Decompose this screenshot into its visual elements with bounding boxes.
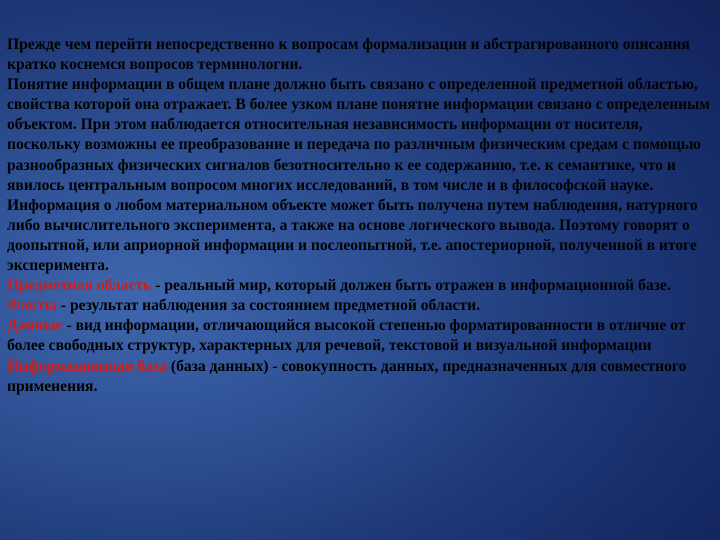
slide-text-body — [7, 35, 713, 397]
term-subject-area: Предметная область — [7, 277, 152, 295]
definition-facts — [7, 296, 713, 316]
definition-subject-area-text: - реальный мир, который должен быть отражен в информационной базе. — [151, 277, 671, 295]
definition-information-base-text: (база данных) - совокупность данных, предназначенных для совместного применения. — [7, 357, 687, 395]
intro-paragraph: Прежде чем перейти непосредственно к вопросам формализации и абстрагированного описания кратко коснемся вопросов терминологии. — [7, 36, 690, 74]
term-data: Данные — [7, 317, 63, 335]
definition-data-text: - вид информации, отличающийся высокой степенью форматированности в отличие от более свободных структур, характерных для речевой, текстовой и визуальной информации — [7, 317, 686, 355]
definition-data — [7, 316, 713, 356]
definition-subject-area — [7, 276, 713, 296]
definition-information-base — [7, 357, 713, 397]
definition-facts-text: - результат наблюдения за состоянием предметной области. — [57, 297, 480, 315]
information-paragraph: Понятие информации в общем плане должно быть связано с определенной предметной областью, свойства которой она отражает. В более узком плане понятие информации связано с определенным объектом. При этом наблюдается относительная независимость информации от носителя, поскольку возможны ее преобразование и передача по различным физическим средам с помощью разнообразных физических сигналов безотносительно к ее содержанию, т.е. к семантике, что и явилось центральным вопросом многих исследований, в том числе и в философской науке. Информация о любом материальном объекте может быть получена путем наблюдения, натурного либо вычислительного эксперимента, а также на основе логического вывода. Поэтому говорят о доопытной, или априорной информации и послеопытной, т.е. апостериорной, полученной в итоге эксперимента. — [7, 76, 710, 275]
term-facts: Факты — [7, 297, 58, 315]
term-information-base: Информационная база — [7, 357, 167, 375]
